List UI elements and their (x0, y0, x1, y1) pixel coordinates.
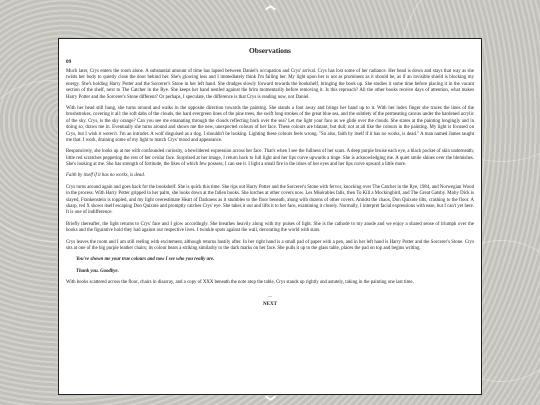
story-paragraph: Crys leaves the room and I am still reeling with excitement, although returns hastily after. In her right hand is a small pad of paper with a pen, and in her left hand is Harry Potter and the Sorcerer's Stone. Crys sits at one of the big purple leather chairs; its colour bears a striking similarity to the dark marks on her face. She pulls it up to the glass table, places the pad on top and begins writing. (66, 239, 474, 251)
next-button[interactable]: NEXT (263, 301, 277, 307)
note-line: Thank you. Goodbye. (76, 268, 119, 274)
story-paragraph: Crys turns around again and goes back for the bookshelf. She is quick this time. She rips out Harry Potter and the Sorcerer's Stone with fervor, knocking over The Catcher in the Rye, 1984, and Norwegian Wood in the process. With Harry Potter gripped in her palm, she looks down at the fallen books. She lurches at other covers now. Les Misérables falls, then To Kill a Mockingbird, and The Great Gatsby. Moby Dick is slayed, Frankenstein is toppled, and my light overestimate Heart of Darkness as it stumbles to the floor beneath, along with dozens of other covers. Amidst the chaos, Don Quixote tilts, crashing to the floor. A sharp, red X shows itself escaping Don Quixote and promptly catches Crys' eye. She takes it out and lifts it to her face, examining it closely. Normally, I interpret facial expressions with ease, but I can't yet here. It is one of indifference. (66, 184, 474, 216)
story-paragraph: Much later, Crys enters the room alone. A substantial amount of time has lapsed between Daniel's occupation and Crys' arrival. Crys has lost some of her radiance. Her head is down and stays that way as she twists her body to quietly close the door behind her. She's glowing less and I immediately think I'm failing her. My light upon her is not as prominent as it should be, as if an invisible shield is blocking my energy. She's holding Harry Potter and the Sorcerer's Stone in her left hand. She drudges slowly forward towards the bookshelf, bringing the book up. She studies it some time before placing it in the vacant section of the shelf, next to The Catcher in the Rye. She keeps her hand nestled against the brim momentarily before removing it. Is this reproach? All the other books receive days of attention, what makes Harry Potter and the Sorcerer's Stone different? Or perhaps, I speculate, the difference is that Crys is reading now, not Daniel. (66, 69, 474, 100)
story-paragraph: Briefly thereafter, the light returns to Crys' face and I glow accordingly. She breathes heavily along with my pulses of light. She is the cathode to my anode and we enjoy a shared sense of triumph over the books and the figurative hold they had against our respective lives. I twinkle spots against the wall, decorating the world with stars. (66, 221, 474, 234)
next-arrow-icon[interactable]: ❯ (265, 393, 276, 403)
story-page (58, 38, 482, 395)
story-quote: Faith by itself if it has no works, is dead. (66, 173, 145, 179)
previous-arrow-icon[interactable]: ❮ (265, 3, 276, 13)
chapter-number: 09 (66, 59, 72, 65)
story-paragraph: With books scattered across the floor, chairs in disarray, and a copy of XXX beneath the note atop the table, Crys stands up rightly and astutely, taking in the painting one last time. (66, 280, 414, 286)
story-paragraph: With her head still hung, she turns around and walks in the opposite direction towards the painting. She stands a foot away and brings her hand up to it. With her index finger she traces the lines of the brushstrokes, covering it all: the soft dabs of the clouds, the hard evergreen lines of the pine trees, the swift long strokes of the great blue sea, and the subtlety of the permeating canvas under the hardened acrylic of the sky. Crys, is the sky orange? Can you see me emanating through the clouds reflecting back over the sea? Let me light your face as we glide over the clouds. She stares at the painting longingly and in doing so, draws me in. Eventually she turns around and shows me the new, unexpected colours of her face. These colours are blatant, but dull; not at all like the colours in the painting. My light is focused on Crys, but I wish it weren't. I'm an intruder. A wolf disguised as a dog. I shouldn't be looking. Lighting these colours feels wrong. "So also, faith by itself if it has no works, is dead." A man named James taught me that. I work, draining some of my light to match Crys' mood and appearance. (66, 105, 474, 143)
page-title: Observations (249, 46, 291, 55)
section-separator: ... (268, 293, 272, 299)
note-line: You've shown me your true colours and now I see who you really are. (76, 257, 215, 263)
story-paragraph: Responsively, she looks up at me with confounded curiosity, a bewildered expression across her face. That's when I see the fullness of her scars. A deep purple bruise each eye, a black pocket of skin underneath; little red scratches peppering the rest of her ovular face. Surprised at her image, I return back to full light and her lips curve upwards a tinge. She is acknowledging me. A quiet smile shines over the blemishes. She's looking at me. She has strength of fortitude, the likes of which few possess; I can see it. I light a small fire in the irises of her eyes and her lips curve upward a little more. (66, 149, 474, 168)
